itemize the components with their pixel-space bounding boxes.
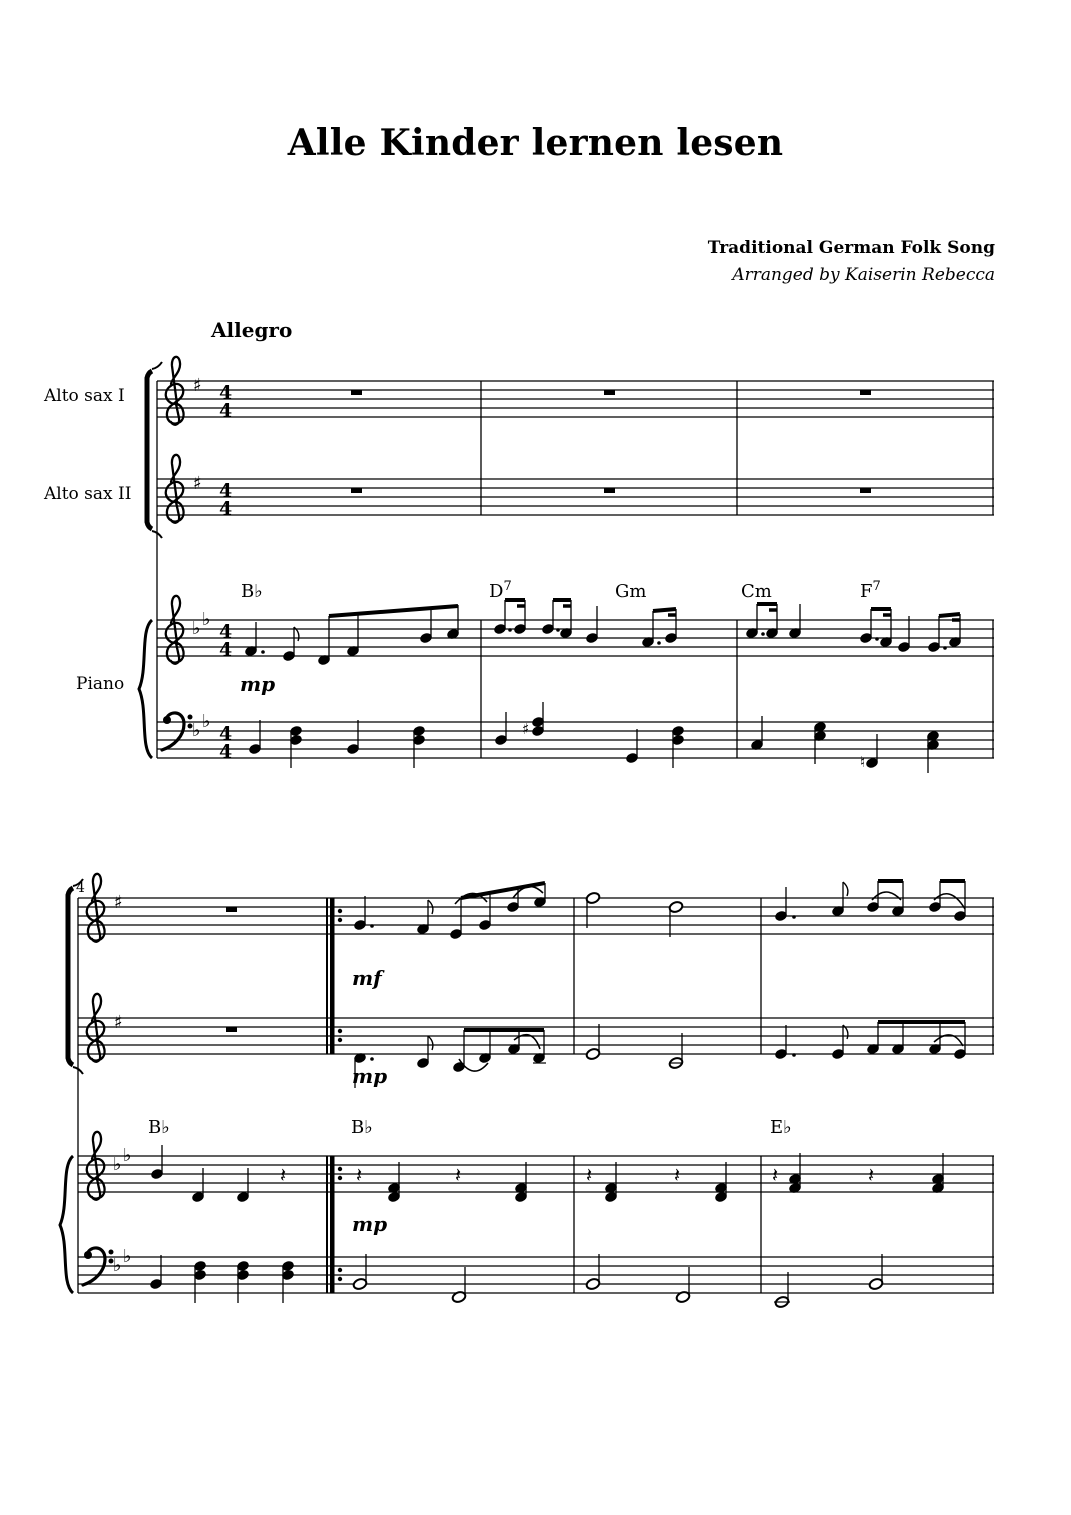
flat-key-signature-icon: ♭ [113, 1255, 122, 1276]
staff-alto-sax-1-system-1 [157, 381, 994, 417]
natural-accidental-icon: ♮ [860, 753, 866, 771]
treble-clef-icon [166, 357, 184, 425]
time-signatures-system-1 [219, 382, 232, 763]
piano-bass-notes-system-1 [249, 702, 940, 773]
time-signature-bottom: 4 [219, 639, 233, 661]
whole-rest [226, 1027, 237, 1032]
piano-brace [60, 1156, 73, 1293]
piano-brace [139, 620, 152, 758]
quarter-rest-icon: 𝄽 [455, 1163, 462, 1187]
whole-rest [226, 907, 237, 912]
dynamic-marking: mp [352, 1212, 388, 1236]
flat-key-signature-icon: ♭ [113, 1154, 122, 1175]
quarter-rest-icon: 𝄽 [280, 1163, 287, 1187]
barlines-system-1 [481, 381, 993, 758]
chord-symbol: Gm [615, 581, 647, 602]
chord-symbol: B♭ [351, 1117, 373, 1138]
chord-symbol: E♭ [770, 1117, 792, 1138]
staff-alto-sax-2-system-1 [157, 479, 994, 515]
arranger-credit: Arranged by Kaiserin Rebecca [732, 265, 995, 285]
chord-symbol: B♭ [241, 581, 263, 602]
treble-clef-icon [87, 874, 105, 942]
treble-clef-icon [87, 994, 105, 1062]
treble-clef-icon [166, 596, 184, 664]
instrument-label-alto-sax-2: Alto sax II [44, 484, 132, 504]
instrument-label-piano: Piano [76, 674, 125, 694]
alto-sax-1-notes-system-2 [354, 881, 967, 940]
staff-alto-sax-2-system-2 [78, 1018, 994, 1054]
time-signature-top: 4 [219, 480, 233, 502]
time-signature-bottom: 4 [219, 400, 233, 422]
sharp-accidental-icon: ♯ [522, 720, 530, 738]
instrument-label-alto-sax-1: Alto sax I [44, 386, 125, 406]
time-signature-top: 4 [219, 382, 233, 404]
quarter-rest-icon: 𝄽 [772, 1163, 779, 1187]
quarter-rest-icon: 𝄽 [868, 1163, 875, 1187]
alto-sax-2-notes-system-2 [354, 1022, 967, 1088]
whole-rest [604, 488, 615, 493]
treble-clef-icon [166, 455, 184, 523]
staff-piano-bass-system-2 [78, 1257, 994, 1293]
time-signature-bottom: 4 [219, 498, 233, 520]
time-signature-top: 4 [219, 621, 233, 643]
flat-key-signature-icon: ♭ [192, 720, 201, 741]
flat-key-signature-icon: ♭ [202, 711, 211, 732]
staff-piano-bass-system-1 [157, 722, 994, 758]
treble-clef-icon [87, 1132, 105, 1200]
chord-symbol: $D^7$ [489, 579, 512, 602]
chord-symbol: $F^7$ [860, 579, 881, 602]
quarter-rest-icon: 𝄽 [356, 1163, 363, 1187]
composer-credit: Traditional German Folk Song [707, 238, 995, 258]
chord-symbol: B♭ [148, 1117, 170, 1138]
dynamic-marking: mp [240, 672, 276, 696]
sharp-key-signature-icon: ♯ [114, 1012, 123, 1033]
measure-number: 4 [76, 880, 85, 896]
time-signature-bottom: 4 [219, 741, 233, 763]
flat-key-signature-icon: ♭ [202, 609, 211, 630]
sharp-key-signature-icon: ♯ [114, 892, 123, 913]
whole-rest [351, 390, 362, 395]
chord-symbol: Cm [741, 581, 772, 602]
tempo-marking: Allegro [211, 318, 293, 342]
flat-key-signature-icon: ♭ [123, 1145, 132, 1166]
whole-rest [860, 390, 871, 395]
sharp-key-signature-icon: ♯ [193, 375, 202, 396]
whole-rests-system-1 [351, 390, 871, 493]
whole-rest [351, 488, 362, 493]
saxophone-bracket [147, 371, 152, 529]
saxophone-bracket [68, 888, 73, 1065]
whole-rest [604, 390, 615, 395]
piece-title: Alle Kinder lernen lesen [287, 122, 784, 164]
time-signature-top: 4 [219, 723, 233, 745]
dynamic-marking: mf [352, 966, 382, 990]
dynamic-marking: mp [352, 1064, 388, 1088]
whole-rest [860, 488, 871, 493]
system-2 [60, 874, 994, 1309]
sharp-key-signature-icon: ♯ [193, 473, 202, 494]
piano-bass-notes-system-2 [150, 1254, 884, 1309]
flat-key-signature-icon: ♭ [192, 618, 201, 639]
barlines-system-2 [574, 898, 993, 1293]
quarter-rest-icon: 𝄽 [586, 1163, 593, 1187]
flat-key-signature-icon: ♭ [123, 1246, 132, 1267]
system-1 [139, 357, 994, 773]
repeat-start-barline [326, 898, 342, 1293]
staff-piano-treble-system-2 [78, 1156, 994, 1192]
quarter-rest-icon: 𝄽 [674, 1163, 681, 1187]
